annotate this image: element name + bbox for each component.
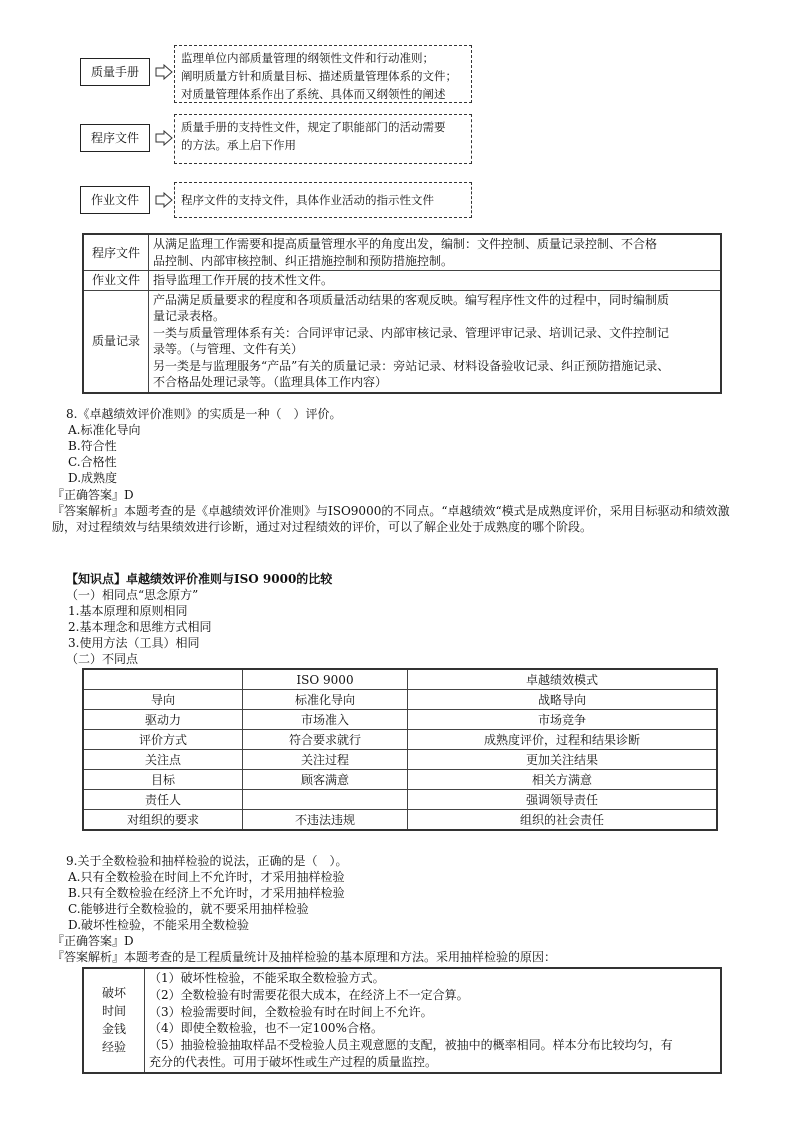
option-b: B.符合性 xyxy=(68,439,117,453)
table-header-cell xyxy=(83,669,243,690)
table-cell: 目标 xyxy=(83,770,243,790)
table-cell: 组织的社会责任 xyxy=(408,810,718,831)
option-a: A.只有全数检验在时间上不允许时，才采用抽样检验 xyxy=(68,870,345,884)
table-cell: 顾客满意 xyxy=(243,770,408,790)
option-b: B.只有全数检验在经济上不允许时，才采用抽样检验 xyxy=(68,886,345,900)
table-header-cell: 卓越绩效模式 xyxy=(408,669,718,690)
table-cell: 破坏 时间 金钱 经验 xyxy=(83,968,145,1073)
table-header-cell: ISO 9000 xyxy=(243,669,408,690)
section-title: 【知识点】卓越绩效评价准则与ISO 9000的比较 xyxy=(66,572,333,586)
option-c: C.合格性 xyxy=(68,455,117,469)
table-cell: 成熟度评价，过程和结果诊断 xyxy=(408,730,718,750)
comparison-table xyxy=(82,668,718,831)
list-item: 3.使用方法（工具）相同 xyxy=(68,636,200,650)
table-cell: 关注过程 xyxy=(243,750,408,770)
procedure-doc-box: 程序文件 xyxy=(80,124,150,152)
table-cell: 责任人 xyxy=(83,790,243,810)
diff-heading: （二）不同点 xyxy=(66,652,139,666)
work-instruction-box: 作业文件 xyxy=(80,186,150,214)
table-cell: 对组织的要求 xyxy=(83,810,243,831)
list-item: 1.基本原理和原则相同 xyxy=(68,604,188,618)
right-arrow-icon xyxy=(155,64,173,80)
table-cell: 产品满足质量要求的程度和各项质量活动结果的客观反映。编写程序性文件的过程中，同时编制质 量记录表格。 一类与质量管理体系有关：合同评审记录、内部审核记录、管理评审记录、培训记录、文件控制记 录等。（与管理、文件有关） 另一类是与监理服务“产品”有关的质量记录：旁站记录、材料设备验收记录、纠正预防措施记录、 不合格品处理记录等。（监理具体工作内容） xyxy=(149,290,722,393)
table-cell: 战略导向 xyxy=(408,690,718,710)
table-row xyxy=(83,750,717,770)
table-cell: 不违法违规 xyxy=(243,810,408,831)
list-item: 2.基本理念和思维方式相同 xyxy=(68,620,212,634)
correct-answer: 『正确答案』D xyxy=(52,934,134,948)
right-arrow-icon xyxy=(155,192,173,208)
table-cell: （1）破坏性检验，不能采取全数检验方式。 （2）全数检验有时需要花很大成本，在经济上不一定合算。 （3）检验需要时间，全数检验有时在时间上不允许。 （4）即使全数检验，也不一定100%合格。 （5）抽验检验抽取样品不受检验人员主观意愿的支配，被抽中的概率相同。样本分布比较均匀，有 充分的代表性。可用于破坏性或生产过程的质量监控。 xyxy=(145,968,722,1073)
table-cell: 市场竞争 xyxy=(408,710,718,730)
right-arrow-icon xyxy=(155,130,173,146)
option-c: C.能够进行全数检验的，就不要采用抽样检验 xyxy=(68,902,309,916)
table-cell: 更加关注结果 xyxy=(408,750,718,770)
table-cell: 市场准入 xyxy=(243,710,408,730)
table-row xyxy=(83,290,721,393)
table-row xyxy=(83,234,721,271)
work-instruction-desc: 程序文件的支持文件，具体作业活动的指示性文件 xyxy=(174,182,472,218)
table-cell: 程序文件 xyxy=(83,234,149,271)
table-cell: 强调领导责任 xyxy=(408,790,718,810)
quality-manual-desc: 监理单位内部质量管理的纲领性文件和行动准则； 阐明质量方针和质量目标、描述质量管理体系的文件； 对质量管理体系作出了系统、具体而又纲领性的阐述 xyxy=(174,45,472,103)
table-cell: 质量记录 xyxy=(83,290,149,393)
table-row xyxy=(83,690,717,710)
answer-analysis: 『答案解析』本题考查的是《卓越绩效评价准则》与ISO9000的不同点。“卓越绩效“模式是成熟度评价，采用目标驱动和绩效激励，对过程绩效与结果绩效进行诊断，通过对过程绩效的评价，可以了解企业处于成熟度的哪个阶段。 xyxy=(52,504,730,534)
table-cell: 导向 xyxy=(83,690,243,710)
sampling-reasons-table xyxy=(82,967,722,1074)
table-cell: 符合要求就行 xyxy=(243,730,408,750)
option-d: D.破坏性检验，不能采用全数检验 xyxy=(68,918,250,932)
table-cell: 指导监理工作开展的技术性文件。 xyxy=(149,271,722,291)
table-cell: 相关方满意 xyxy=(408,770,718,790)
same-heading: （一）相同点“思念原方” xyxy=(66,588,199,602)
table-cell: 关注点 xyxy=(83,750,243,770)
question-stem: 8.《卓越绩效评价准则》的实质是一种（ ）评价。 xyxy=(66,407,342,421)
table-row xyxy=(83,790,717,810)
table-cell: 标准化导向 xyxy=(243,690,408,710)
table-row xyxy=(83,770,717,790)
table-row xyxy=(83,710,717,730)
document-types-table xyxy=(82,233,722,394)
table-cell: 评价方式 xyxy=(83,730,243,750)
table-row xyxy=(83,730,717,750)
correct-answer: 『正确答案』D xyxy=(52,488,134,502)
table-cell xyxy=(243,790,408,810)
question-stem: 9.关于全数检验和抽样检验的说法，正确的是（ ）。 xyxy=(66,854,348,868)
table-cell: 作业文件 xyxy=(83,271,149,291)
table-row xyxy=(83,968,721,1073)
table-cell: 驱动力 xyxy=(83,710,243,730)
table-row xyxy=(83,271,721,291)
option-a: A.标准化导向 xyxy=(68,423,141,437)
table-cell: 从满足监理工作需要和提高质量管理水平的角度出发，编制：文件控制、质量记录控制、不合格 品控制、内部审核控制、纠正措施控制和预防措施控制。 xyxy=(149,234,722,271)
procedure-doc-desc: 质量手册的支持性文件，规定了职能部门的活动需要 的方法。承上启下作用 xyxy=(174,114,472,164)
table-header-row xyxy=(83,669,717,690)
answer-analysis: 『答案解析』本题考查的是工程质量统计及抽样检验的基本原理和方法。采用抽样检验的原因： xyxy=(52,950,557,964)
table-row xyxy=(83,810,717,831)
quality-manual-box: 质量手册 xyxy=(80,58,150,86)
option-d: D.成熟度 xyxy=(68,471,118,485)
